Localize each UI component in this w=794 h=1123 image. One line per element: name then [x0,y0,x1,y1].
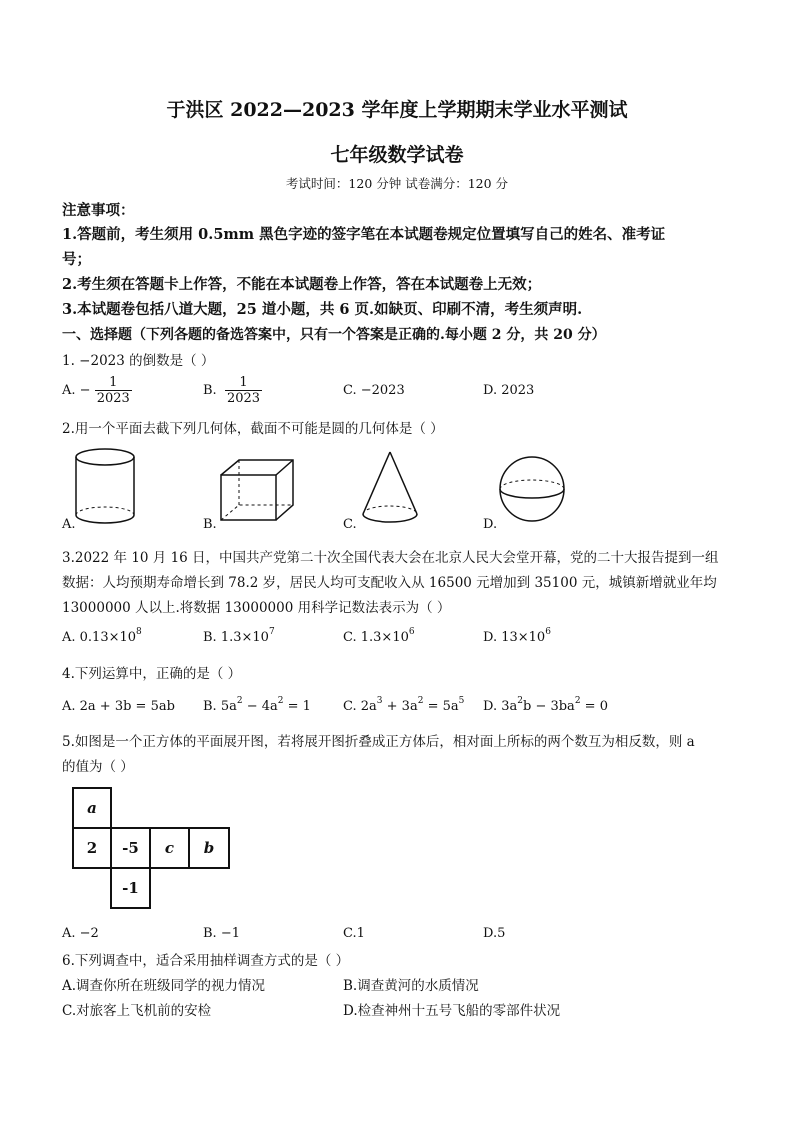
q1-option-a: A. − $\frac{1}{2023}$ [62,375,130,406]
q2-option-c: C. [343,517,357,532]
net-cell-left: 2 [72,827,112,869]
note-1: 1.答题前，考生须用 0.5mm 黑色字迹的签字笔在本试题卷规定位置填写自己的姓名、准考证 [62,226,666,243]
sphere-icon [499,453,565,525]
q5-line-2: 的值为（ ） [62,759,134,775]
cube-icon [218,458,298,524]
exam-info: 考试时间：120 分钟 试卷满分：120 分 [285,176,509,191]
q2-option-a: A. [62,517,76,532]
note-2: 2.考生须在答题卡上作答，不能在本试题卷上作答，答在本试题卷上无效； [62,276,542,293]
q4-option-c: C. $2a^3 + 3a^2 = 5a^5$ [343,696,465,714]
q4-option-a: A. 2a + 3b = 5ab [62,699,175,714]
notes-heading: 注意事项： [62,202,135,219]
q6-option-a: A.调查你所在班级同学的视力情况 [62,978,266,994]
q4-option-b: B. $5a^2 - 4a^2 = 1$ [203,696,311,714]
q1-option-d: D. 2023 [483,383,535,398]
q2-stem: 2.用一个平面去截下列几何体，截面不可能是圆的几何体是（ ） [62,421,444,437]
q3-option-d: D. $13\times 10^6$ [483,627,551,645]
q3-line-2: 数据：人均预期寿命增长到 78.2 岁，居民人均可支配收入从 16500 元增加到 35100 元，城镇新增就业年均 [62,575,717,591]
q1-option-b: B. $\frac{1}{2023}$ [203,375,261,406]
q4-option-d: D. $3a^2b - 3ba^2 = 0$ [483,696,608,714]
cylinder-icon [74,447,138,527]
cone-icon [360,450,420,528]
q5-line-1: 5.如图是一个正方体的平面展开图，若将展开图折叠成正方体后，相对面上所标的两个数互为相反数，则 a [62,734,695,750]
q6-option-d: D.检查神州十五号飞船的零部件状况 [343,1003,561,1019]
net-cell-middle-3: b [188,827,230,869]
net-cell-middle-2: c [149,827,190,869]
note-1-cont: 号； [62,251,91,268]
net-cell-middle-1: -5 [110,827,151,869]
note-3: 3.本试题卷包括八道大题，25 道小题，共 6 页.如缺页、印刷不清，考生须声明. [62,301,583,318]
q5-option-a: A. −2 [62,926,99,941]
q1-option-c: C. −2023 [343,383,405,398]
page-title: 于洪区 2022—2023 学年度上学期期末学业水平测试 [166,99,628,121]
q6-option-c: C.对旅客上飞机前的安检 [62,1003,212,1019]
q5-option-d: D.5 [483,926,506,941]
q3-option-b: B. $1.3\times 10^7$ [203,627,275,645]
paper-subtitle: 七年级数学试卷 [330,144,464,166]
q3-line-1: 3.2022 年 10 月 16 日，中国共产党第二十次全国代表大会在北京人民大会堂开幕，党的二十大报告提到一组 [62,550,719,566]
q3-option-a: A. $0.13\times 10^8$ [62,627,142,645]
q2-option-d: D. [483,517,498,532]
q4-stem: 4.下列运算中，正确的是（ ） [62,666,242,682]
q5-option-c: C.1 [343,926,365,941]
q2-option-b: B. [203,517,217,532]
q6-option-b: B.调查黄河的水质情况 [343,978,479,994]
net-cell-bottom: -1 [110,867,151,909]
q3-line-3: 13000000 人以上.将数据 13000000 用科学记数法表示为（ ） [62,600,451,616]
q3-option-c: C. $1.3\times 10^6$ [343,627,415,645]
net-cell-top: a [72,787,112,829]
section-heading: 一、选择题（下列各题的备选答案中，只有一个答案是正确的.每小题 2 分，共 20 分） [62,327,606,343]
q5-option-b: B. −1 [203,926,240,941]
q6-stem: 6.下列调查中，适合采用抽样调查方式的是（ ） [62,953,350,969]
q1-stem: 1. −2023 的倒数是（ ） [62,353,215,369]
